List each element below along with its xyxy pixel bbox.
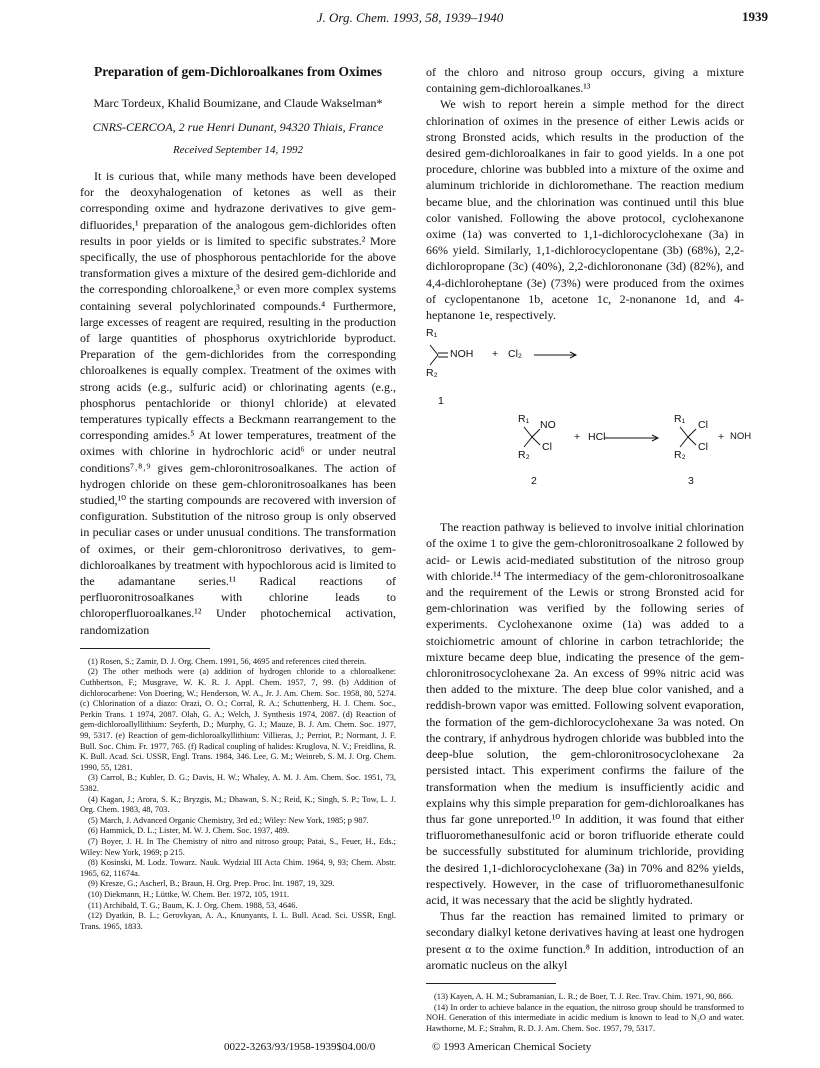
cl-label: Cl [698,441,708,454]
r2-label: R₂ [426,367,438,380]
copyright-notice: © 1993 American Chemical Society [432,1041,592,1053]
bond-line [680,437,688,447]
plus-sign: + [492,348,499,361]
compound-2-number: 2 [531,475,537,488]
right-body-text-bottom [426,519,744,973]
bond-line [532,437,540,445]
body-paragraph: of the chloro and nitroso group occurs, giving a mixture containing gem-dichloroalkanes.¹³ [426,65,744,96]
footnote: (9) Kresze, G.; Ascherl, B.; Braun, H. Org. Prep. Proc. Int. 1987, 19, 329. [88,879,335,889]
noh-label: NOH [450,348,474,361]
running-header [0,9,820,27]
hcl-label: HCl [588,431,606,444]
right-body-text-top [426,64,744,323]
body-paragraph: We wish to report herein a simple method for the direct chlorination of oximes in the presence of either Lewis acids or strong Bronsted acids, which results in the production of the desired gem-dichloroalkanes in fair to good yields. In a one pot procedure, chlorine was bubbled into a mixture of the oxime and aluminum trichloride in dichloromethane. The reaction medium became blue, and the chlorination was continued until this blue color vanished. Following the above protocol, cyclohexanone oxime (1a) was converted to 1,1-dichlorocyclohexane (3a) in 66% yield. Similarly, 1,1-dichlorocyclopentane (3b) (68%), 2,2-dichloropropane (3c) (40%), 2,2-dichlorononane (3d) (82%), and 4,4-dichloroheptane (3e) (73%) were produced from the oximes of cyclopentanone 1b, acetone 1c, 2-nonanone 1d, and 4-heptanone 1e, respectively. [426,97,744,323]
cl-label: Cl [542,441,552,454]
footnote: (8) Kosinski, M. Lodz. Towarz. Nauk. Wydzial III Acta Chim. 1964, 9, 93; Chem. Abstr. 1965, 62, 11674a. [80,858,396,878]
chlorine-label: Cl₂ [508,348,522,361]
bond-line [524,437,532,447]
bond-line [688,437,696,445]
scheme-bonds [426,323,744,577]
noh-product-label: NOH [730,431,752,443]
article-title: Preparation of gem-Dichloroalkanes from Oximes [94,64,382,79]
footnote-divider [80,648,210,649]
footnote: (14) In order to achieve balance in the equation, the nitroso group should be transformed to NOH. Generation of this intermediate in acidic medium is known to lead to N₂O and water. Hawthorne, M. F.; Strahm, R. D. J. Am. Chem. Soc. 1957, 79, 5317. [426,1002,744,1033]
cl-label: Cl [698,419,708,432]
footnote: (3) Carrol, B.; Kubler, D. G.; Davis, H. W.; Whaley, A. M. J. Am. Chem. Soc. 1951, 73, 5382. [80,773,396,794]
bond-line [430,345,438,355]
body-paragraph: The reaction pathway is believed to involve initial chlorination of the oxime 1 to give the gem-chloronitrosoalkane 2 followed by acid- or Lewis acid-mediated substitution of the nitroso group with chloride.¹⁴ The intermediacy of the gem-chloronitrosoalkane and the requirement of the Lewis or strong Bronsted acid for gem-chlorination was verified by the following series of experiments. Cyclohexanone oxime (1a) was added to a stoichiometric amount of chlorine in carbon tetrachloride; the mixture became deep blue, indicating the presence of the gem-chloronitrosocyclohexane 2a. An excess of 99% nitric acid was then added to the mixture. The deep blue color vanished, and a reddish-brown vapor was emitted. Following solvent evaporation, the formation of the gem-dichlorocyclohexane 3a was noted. On the contrary, if anhydrous hydrogen chloride was bubbled into the deep-blue solution, the gem-chloronitrosocyclohexane 2a persisted intact. This experiment confirms the failure of the transformation when the medium is insufficiently acidic and explains why this simple preparation for gem-dichloroalkanes has thus far gone unreported.¹⁰ In addition, it was found that either trifluoromethanesulfonic acid or boron trifluoride etherate could be successfully substituted for aluminum trichloride, providing the desired 1,1-dichlorocyclohexane (3a) in 70% and 82% yields, respectively. However, in the case of trifluoromethanesulfonic acid, it was necessary that the acid be slightly hydrated. [426,520,744,907]
r1-label: R₁ [426,327,438,340]
footnote: (6) Hammick, D. L.; Lister, M. W. J. Chem. Soc. 1937, 489. [88,826,290,836]
page-number: 1939 [742,9,768,24]
nitroso-label: NO [540,419,556,432]
left-body-text [80,168,396,638]
r2-label: R₂ [518,449,530,462]
compound-3-number: 3 [688,475,694,488]
bond-line [430,355,438,365]
r1-label: R₁ [674,413,686,426]
footnote: (7) Boyer, J. H. In The Chemistry of nitro and nitroso group; Patai, S., Feuer, H., Eds.; Wiley: New York, 1969; p 215. [80,836,396,857]
left-footnotes [80,657,396,932]
footnote: (10) Diekmann, H.; Lüttke, W. Chem. Ber. 1972, 105, 1911. [88,889,290,899]
footnote: (12) Dyatkin, B. L.; Gerovkyan, A. A., Knunyants, I. L. Bull. Acad. Sci. USSR, Engl. Trans. 1965, 1833. [80,911,396,931]
right-column [426,64,752,1034]
left-column [80,64,396,932]
footnote: (5) March, J. Advanced Organic Chemistry, 3rd ed.; Wiley: New York, 1985; p 987. [88,815,369,825]
bond-line [524,427,532,437]
reaction-scheme [426,323,752,577]
bond-line [532,429,540,437]
footnote: (4) Kagan, J.; Arora, S. K.; Bryzgis, M.; Dhawan, S. N.; Reid, K.; Singh, S. P.; Tow, L. J. Org. Chem. 1983, 48, 703. [80,794,396,815]
body-paragraph: Thus far the reaction has remained limited to primary or secondary dialkyl ketone derivatives having at least one hydrogen present α to the oxime function.⁸ In addition, introduction of an aromatic nucleus on the alkyl [426,909,744,972]
footnote: (1) Rosen, S.; Zamir, D. J. Org. Chem. 1991, 56, 4695 and references cited therein. [88,656,367,666]
right-footnotes [426,992,744,1034]
bond-line [688,429,696,437]
footnote: (13) Kayen, A. H. M.; Subramanian, L. R.; de Boer, T. J. Rec. Trav. Chim. 1971, 90, 866. [434,991,734,1001]
compound-1-number: 1 [438,395,444,408]
received-date: Received September 14, 1992 [172,144,304,156]
journal-citation: J. Org. Chem. 1993, 58, 1939–1940 [316,10,504,25]
footnote: (2) The other methods were (a) addition of hydrogen chloride to a chloroalkene: Cuthbertson, F.; Musgrave, W. K. R. J. Appl. Chem. 1957, 7, 99. (b) Addition of dichlorocarbene: Von Doering, W.; Henderson, W. A., Jr. J. Am. Chem. Soc. 1958, 80, 5274. (c) Chlorination of a diazo: Orazi, O. O.; Corral, R. A.; Schuttenberg, H. J. Chem. Soc., Perkin Trans. 1 1974, 2087. Olah, G. A.; Welch, J. Synthesis 1974, 2087. (d) Reaction of gem-dichloroallyllithium: Seyferth, D.; Murphy, G. J.; Mauze, B. J. Am. Chem. Soc. 1977, 99, 5317. (e) Reaction of gem-dichloroalkyllithium: Villieras, J.; Perriot, P.; Normant, J. F. Bull. Soc. Chim. Fr. 1977, 765. (f) Radical coupling of halides: Kruglova, N. V.; Freidlina, R. K. Bull. Acad. Sci. USSR, Engl. Trans. 1984, 346. Lee, G. M.; Weinreb, S. M. J. Org. Chem. 1990, 55, 1281. [80,667,396,772]
plus-sign: + [718,431,725,444]
r2-label: R₂ [674,449,686,462]
r1-label: R₁ [518,413,530,426]
article-authors: Marc Tordeux, Khalid Boumizane, and Claude Wakselman* [93,96,383,110]
bond-line [680,427,688,437]
plus-sign: + [574,431,581,444]
footnote-divider [426,983,556,984]
article-affiliation: CNRS-CERCOA, 2 rue Henri Dunant, 94320 Thiais, France [92,120,384,134]
footnote: (11) Archibald, T. G.; Baum, K. J. Org. Chem. 1988, 53, 4646. [88,900,298,910]
article-code: 0022-3263/93/1958-1939$04.00/0 [224,1041,376,1053]
body-paragraph: It is curious that, while many methods have been developed for the deoxyhalogenation of ketones as well as their corresponding oxime and hydrazone derivatives to give gem-difluorides,¹ preparation of the analogous gem-dichlorides often results in poor yields or is limited to specific substrates.² More specifically, the use of phosphorous pentachloride for the above transformation gives a mixture of the desired gem-dichloride and the corresponding chloroalkene,³ or even more complex systems containing several polychlorinated compounds.⁴ Furthermore, large excesses of reagent are required, resulting in the production of large quantities of phosphorus oxytrichloride byproduct. Preparation of the gem-dichlorides from the corresponding chloroalkenes is equally complex. Treatment of the oximes with strong acids (e.g., sulfuric acid) or chlorinating agents (e.g., phosphorus pentachloride or thionyl chloride) at elevated temperatures typically effects a Beckmann rearrangement to the corresponding amides.⁵ At lower temperatures, treatment of the oximes with chlorine in hydrochloric acid⁶ or under neutral conditions⁷˒⁸˒⁹ gives gem-chloronitrosoalkanes. The action of hydrogen chloride on these gem-chloronitrosoalkanes has been studied,¹⁰ the starting compounds are recovered with inversion of configuration. Substitution of the nitroso group is only observed in peculiar cases or under unusual conditions. The transformation of oximes, or their gem-chloronitroso derivatives, to gem-dichloroalkanes by treatment with hypochlorous acid is limited to the adamantane series.¹¹ Radical reactions of perfluoronitrosoalkanes with chlorine leads to chloroperfluoroalkanes.¹² Under photochemical activation, randomization [80,169,396,637]
